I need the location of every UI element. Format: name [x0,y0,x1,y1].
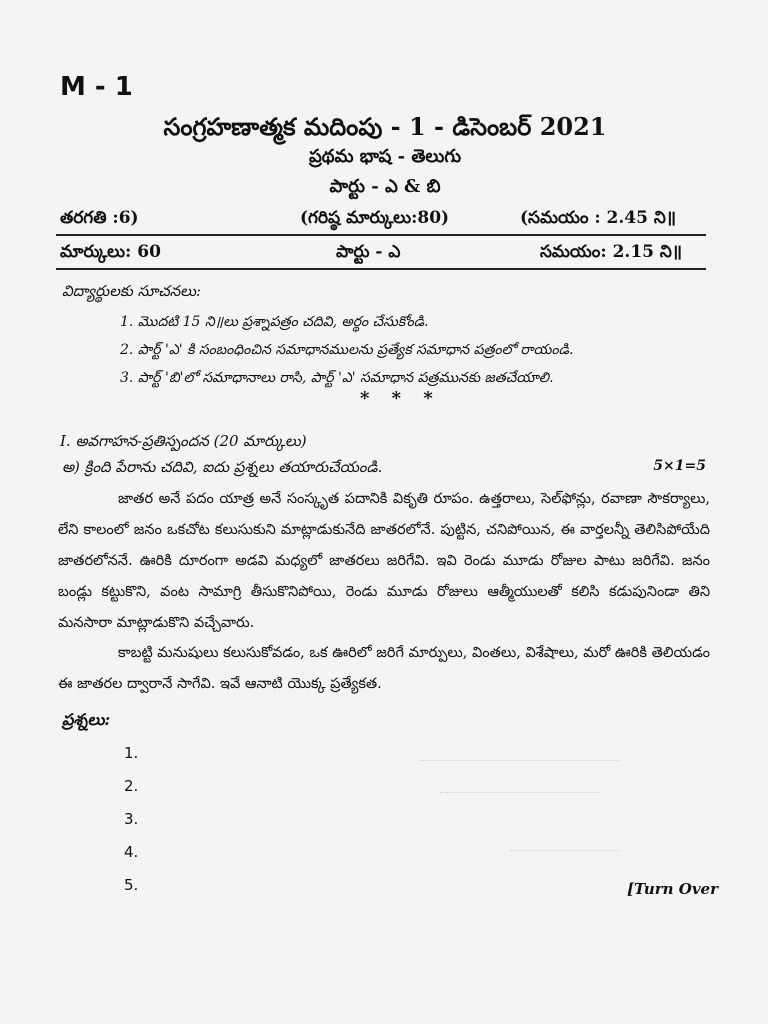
exam-parts: పార్టు - ఎ & బి [329,176,441,197]
sub-question: అ) క్రింది పేరాను చదివి, ఐదు ప్రశ్నలు తయారుచేయండి. [62,458,383,476]
part-marks: మార్కులు: 60 [60,242,161,262]
question-number: 4. [124,843,139,861]
instruction-item: 2. పార్ట్ 'ఎ' కి సంబంధించిన సమాధానములను ప్రత్యేక సమాధాన పత్రంలో రాయండి. [120,342,574,358]
passage-paragraph: జాతర అనే పదం యాత్ర అనే సంస్కృత పదానికి వికృతి రూపం. ఉత్తరాలు, సెల్‌ఫోన్లు, రవాణా సౌకర్యాలు, లేని కాలంలో జనం ఒకచోట కలుసుకుని మాట్లాడుకునేది జాతరలోనే. పుట్టిన, చనిపోయిన, ఈ వార్తలన్నీ తెలిసిపోయేది జాతరలోననే. ఊరికి దూరంగా అడవి మధ్యలో జాతరలు జరిగేవి. ఇవి రెండు మూడు రోజుల పాటు జరిగేవి. జనం బండ్లు కట్టుకొని, వంట సామాగ్రి తీసుకొనిపోయి, రెండు మూడు రోజులు ఆత్మీయులతో కలిసి కడుపునిండా తిని మనసారా మాట్లాడుకొని వచ్చేవారు. [58,491,710,631]
paper-code: M - 1 [60,72,133,102]
passage-paragraph: కాబట్టి మనుషులు కలుసుకోవడం, ఒక ఊరిలో జరిగే మార్పులు, వింతలు, విశేషాలు, మరో ఊరికి తెలియడం ఈ జాతరల ద్వారానే సాగేవి. ఇవే ఆనాటి యొక్క ప్రత్యేకత. [58,645,710,692]
exam-title: సంగ్రహణాత్మక మదింపు - 1 - డిసెంబర్ 2021 [163,112,607,141]
bleed-through-mark [440,792,600,794]
question-number: 3. [124,810,139,828]
question-number: 1. [124,744,139,762]
instruction-item: 1. మొదటి 15 ని॥లు ప్రశ్నాపత్రం చదివి, అర్థం చేసుకోండి. [120,314,429,330]
bleed-through-mark [510,850,620,852]
questions-label: ప్రశ్నలు: [62,710,111,729]
section-heading: I. అవగాహన-ప్రతిస్పందన (20 మార్కులు) [60,432,307,450]
question-number: 5. [124,876,139,894]
part-label: పార్టు - ఎ [336,242,401,262]
bleed-through-mark [420,760,620,762]
turn-over-note: [Turn Over [626,880,718,898]
question-number: 2. [124,777,139,795]
divider [56,234,706,236]
divider [56,268,706,270]
part-time: సమయం: 2.15 ని॥ [540,242,683,262]
exam-subject: ప్రథమ భాష - తెలుగు [308,146,462,167]
separator-stars: * * * [360,388,441,409]
total-time: (సమయం : 2.45 ని॥ [520,208,676,228]
instruction-item: 3. పార్ట్ 'బి'లో సమాధానాలు రాసి, పార్ట్ 'ఎ' సమాధాన పత్రమునకు జతచేయాలి. [120,370,554,386]
question-marks: 5×1=5 [653,458,706,474]
instructions-heading: విద్యార్థులకు సూచనలు: [62,282,202,300]
class-label: తరగతి :6) [60,208,139,228]
max-marks: (గరిష్ఠ మార్కులు:80) [300,208,450,228]
